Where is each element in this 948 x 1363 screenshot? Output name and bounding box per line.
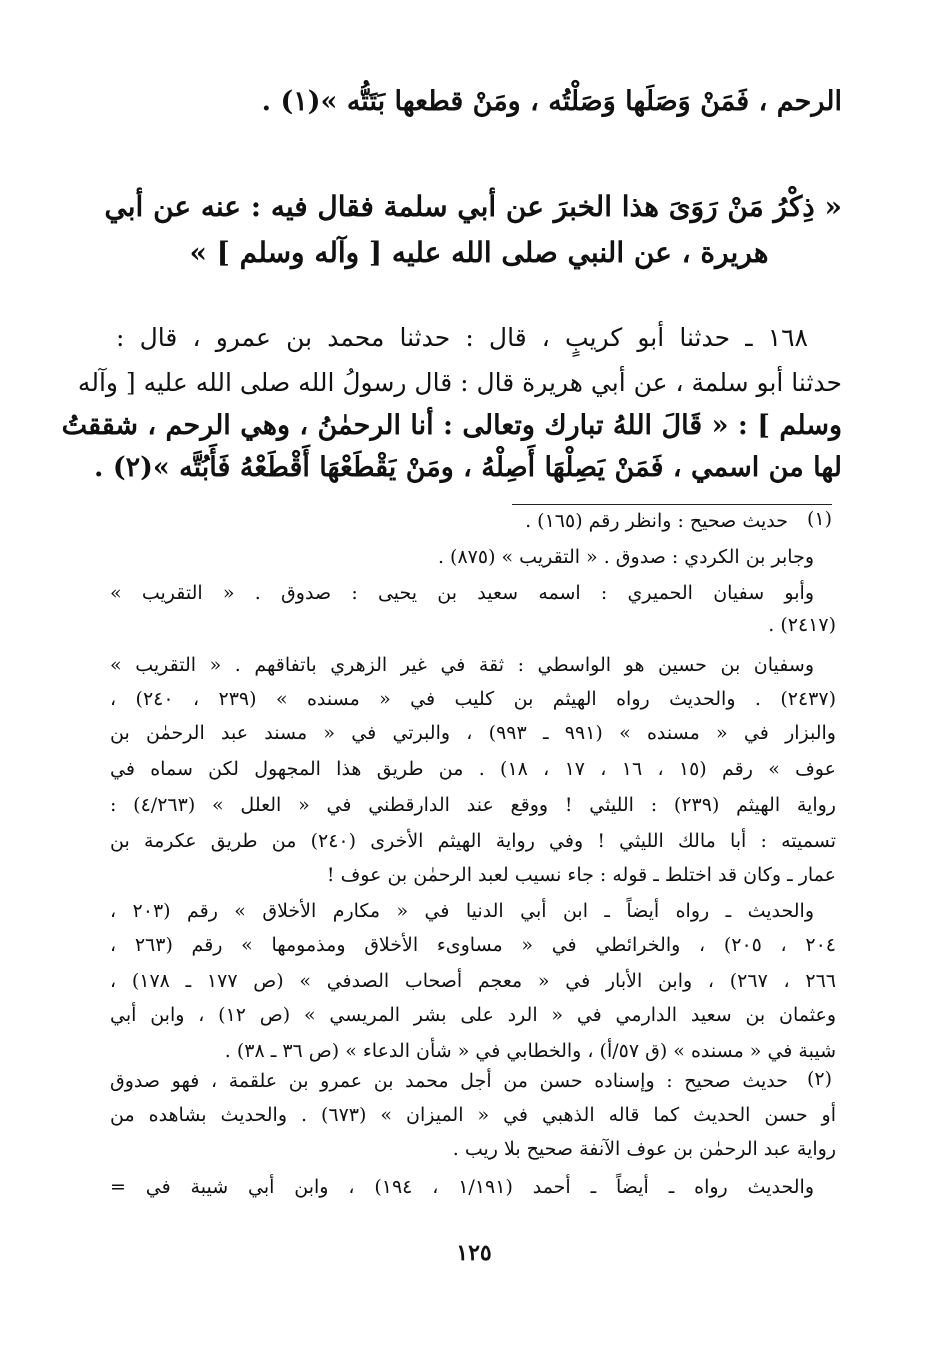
footnote-1-line: عوف » رقم (١٥ ، ١٦ ، ١٧ ، ١٨) . من طريق هذا المجهول لكن سماه في — [110, 758, 836, 780]
footnote-1-line: تسميته : أبا مالك الليثي ! وفي رواية الهيثم الأخرى (٢٤٠) من طريق عكرمة بن — [110, 830, 836, 852]
footnote-separator — [512, 504, 832, 505]
footnote-1-line: رواية الهيثم (٢٣٩) : الليثي ! ووقع عند الدارقطني في « العلل » (٤/٢٦٣) : — [110, 794, 836, 816]
footnote-1-line: (٢٤٣٧) . والحديث رواه الهيثم بن كليب في « مسنده » (٢٣٩ ، ٢٤٠) ، — [110, 688, 836, 710]
footnote-1-line: والبزار في « مسنده » (٩٩١ ـ ٩٩٣) ، والبرتي في « مسند عبد الرحمٰن بن — [110, 722, 836, 744]
footnote-2-line: رواية عبد الرحمٰن بن عوف الآنفة صحيح بلا ريب . — [452, 1138, 836, 1160]
chapter-heading-line-1: « ذِكْرُ مَنْ رَوَىَ هذا الخبرَ عن أبي سلمة فقال فيه : عنه عن أبي — [104, 190, 842, 223]
footnote-1-line: وسفيان بن حسين هو الواسطي : ثقة في غير الزهري باتفاقهم . « التقريب » — [110, 654, 814, 676]
footnote-marker-2: (٢) — [806, 1068, 832, 1090]
footnote-1-line: (٢٤١٧) . — [768, 614, 836, 636]
footnote-marker-1: (١) — [806, 508, 832, 530]
footnote-2-line: حديث صحيح : وإسناده حسن من أجل محمد بن عمرو بن علقمة ، فهو صدوق — [110, 1070, 788, 1092]
footnote-1-line: وجابر بن الكردي : صدوق . « التقريب » (٨٧٥) . — [437, 546, 814, 568]
chapter-heading-line-2: هريرة ، عن النبي صلى الله عليه [ وآله وسلم ] » — [189, 236, 769, 269]
footnote-1-line: عمار ـ وكان قد اختلط ـ قوله : جاء نسيب لعبد الرحمٰن بن عوف ! — [326, 864, 836, 886]
hadith-line-4: لها من اسمي ، فَمَنْ يَصِلْهَا أَصِلْهُ ، ومَنْ يَقْطَعْهَا أَقْطَعْهُ فَأَبُتَّه »(٢) . — [94, 452, 842, 483]
footnote-1-line: شيبة في « مسنده » (ق ٥٧/أ) ، والخطابي في « شأن الدعاء » (ص ٣٦ ـ ٣٨) . — [224, 1040, 836, 1062]
continuation-line: الرحم ، فَمَنْ وَصَلَها وَصَلْتُه ، ومَنْ قطعها بَتَتُّه »(١) . — [261, 86, 842, 117]
footnote-1-line: حديث صحيح : وانظر رقم (١٦٥) . — [525, 510, 788, 532]
hadith-line-1: ١٦٨ ـ حدثنا أبو كريبٍ ، قال : حدثنا محمد بن عمرو ، قال : — [116, 323, 808, 352]
page-number: ١٢٥ — [456, 1240, 492, 1266]
footnote-2-line: والحديث رواه ـ أيضاً ـ أحمد (١/١٩١ ، ١٩٤) ، وابن أبي شيبة في = — [110, 1176, 814, 1198]
footnote-1-line: وعثمان بن سعيد الدارمي في « الرد على بشر المريسي » (ص ١٢) ، وابن أبي — [110, 1004, 836, 1026]
hadith-line-2: حدثنا أبو سلمة ، عن أبي هريرة قال : قال رسولُ الله صلى الله عليه [ وآله — [77, 368, 842, 397]
footnote-1-line: ٢٠٤ ، ٢٠٥) ، والخرائطي في « مساوىء الأخلاق ومذمومها » رقم (٢٦٣ ، — [110, 934, 836, 956]
hadith-line-3: وسلم ] : « قَالَ اللهُ تبارك وتعالى : أنا الرحمٰنُ ، وهي الرحم ، شققتُ — [61, 410, 842, 441]
footnote-1-line: والحديث ـ رواه أيضاً ـ ابن أبي الدنيا في « مكارم الأخلاق » رقم (٢٠٣ ، — [110, 900, 814, 922]
footnote-1-line: وأبو سفيان الحميري : اسمه سعيد بن يحيى : صدوق . « التقريب » — [110, 582, 814, 604]
footnote-1-line: ٢٦٦ ، ٢٦٧) ، وابن الأبار في « معجم أصحاب الصدفي » (ص ١٧٧ ـ ١٧٨) ، — [110, 970, 836, 992]
footnote-2-line: أو حسن الحديث كما قاله الذهبي في « الميزان » (٦٧٣) . والحديث بشاهده من — [110, 1104, 836, 1126]
